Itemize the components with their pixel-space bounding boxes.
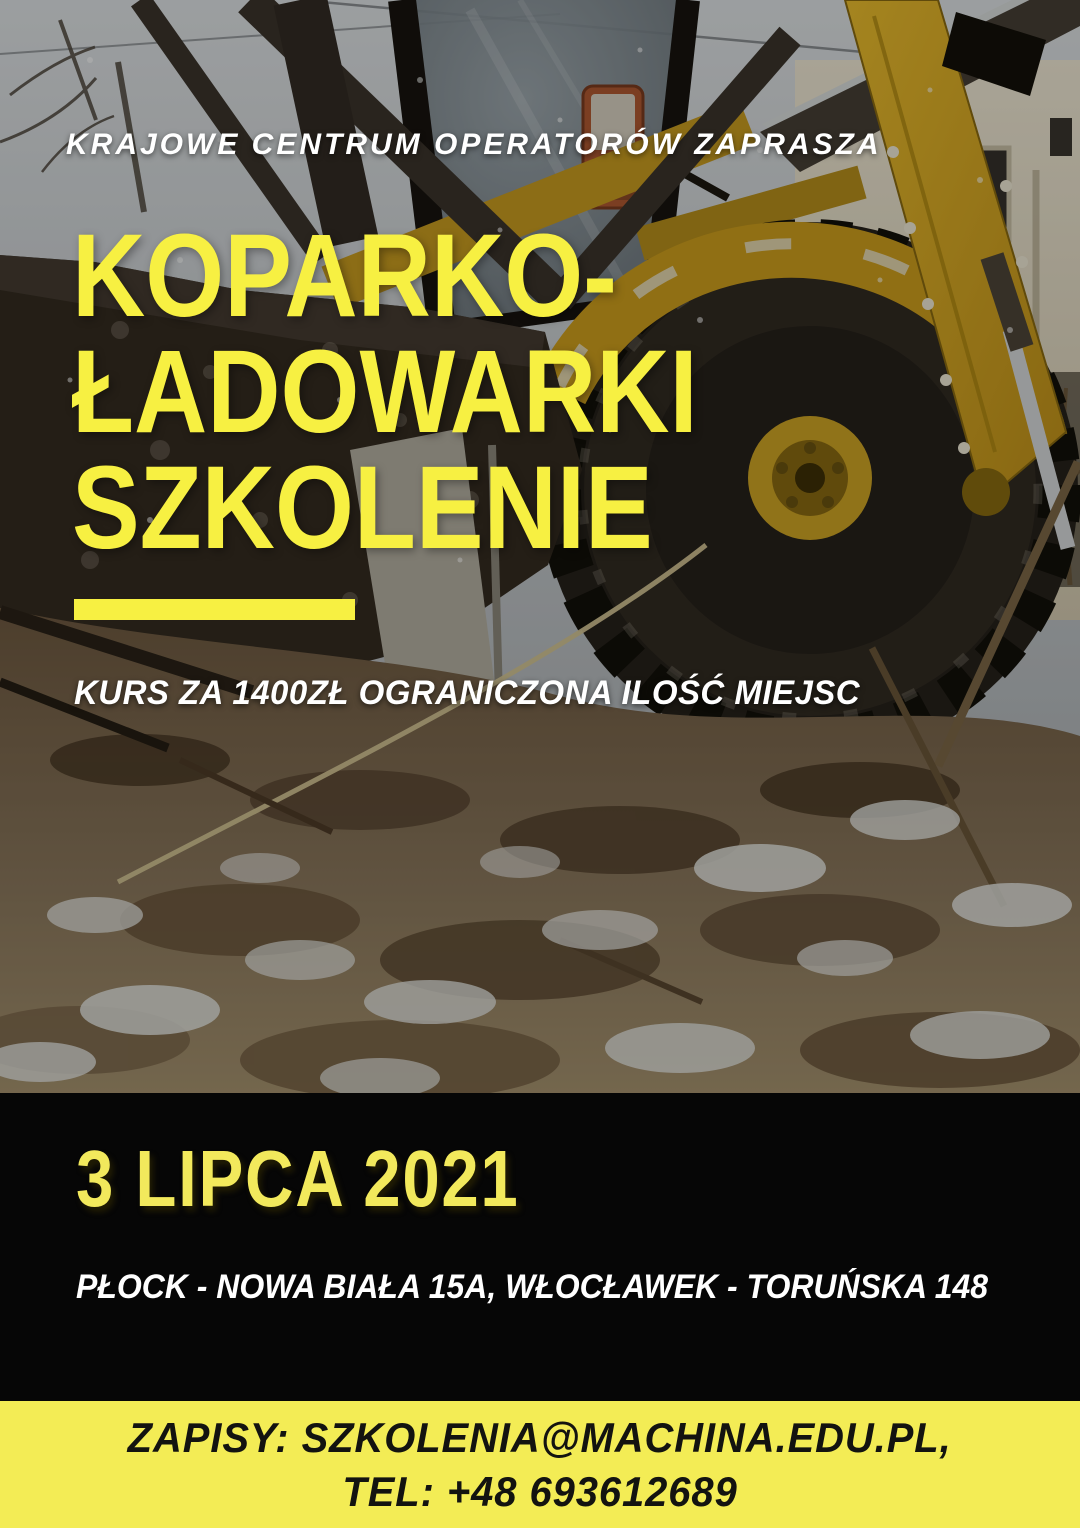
price-subtitle: KURS ZA 1400ZŁ OGRANICZONA ILOŚĆ MIEJSC <box>74 674 861 712</box>
title-underline <box>74 599 355 620</box>
event-date: 3 LIPCA 2021 <box>76 1134 520 1223</box>
poster-title <box>72 210 698 574</box>
contact-email: ZAPISY: SZKOLENIA@MACHINA.EDU.PL, <box>128 1413 952 1461</box>
title-line-2: ŁADOWARKI <box>72 326 698 458</box>
contact-band <box>0 1401 1080 1528</box>
title-line-1: KOPARKO- <box>72 210 617 342</box>
title-line-3: SZKOLENIE <box>72 442 653 574</box>
contact-phone: TEL: +48 693612689 <box>342 1467 738 1515</box>
eyebrow-text: KRAJOWE CENTRUM OPERATORÓW ZAPRASZA <box>66 128 882 161</box>
info-band <box>0 1093 1080 1401</box>
event-locations: PŁOCK - NOWA BIAŁA 15A, WŁOCŁAWEK - TORUŃSKA 148 <box>76 1268 989 1306</box>
